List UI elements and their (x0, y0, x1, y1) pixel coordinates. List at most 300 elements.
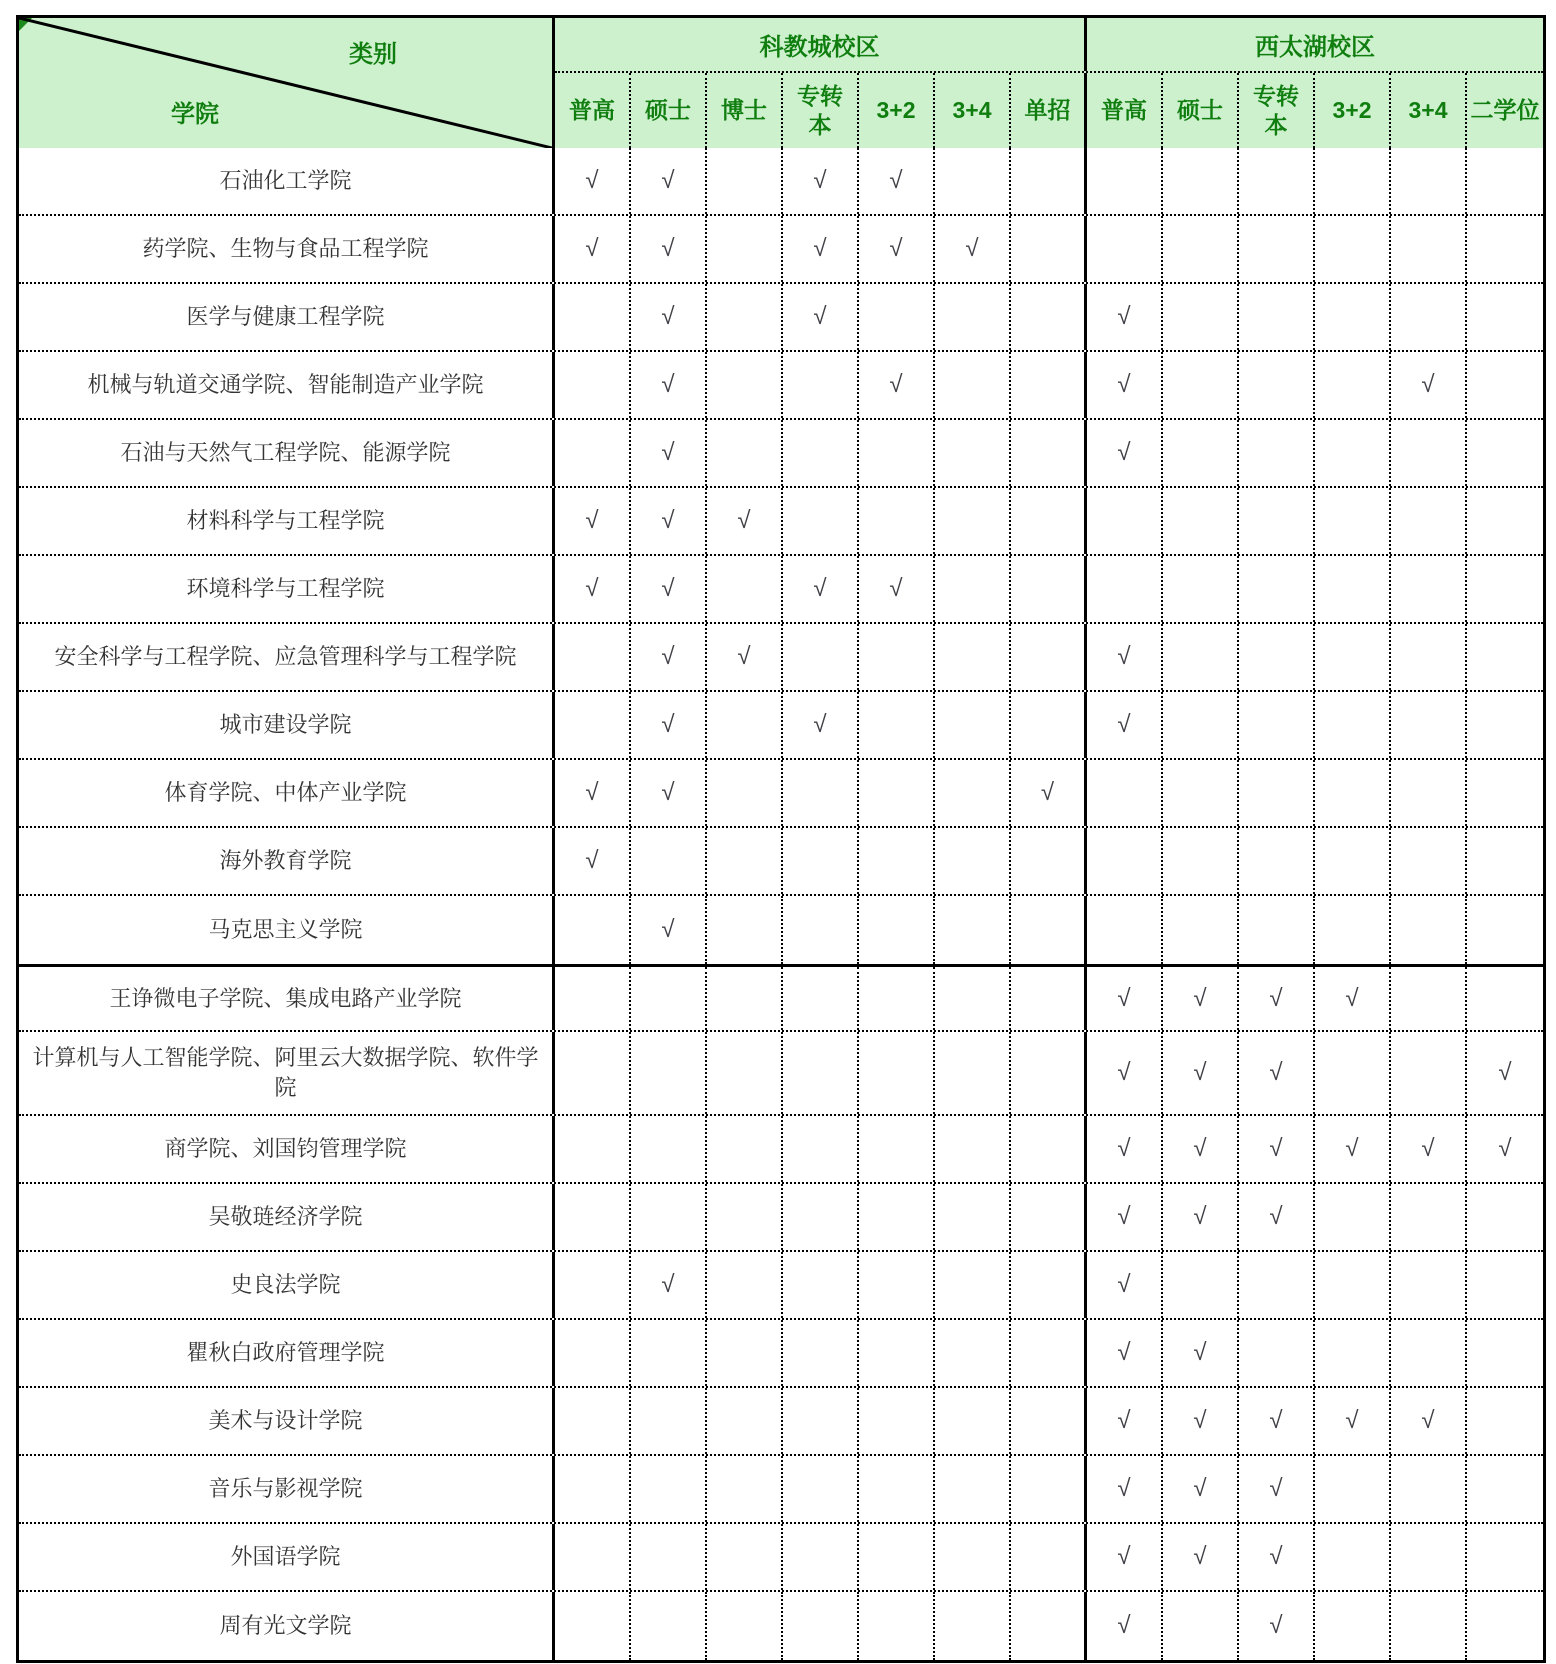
check-cell (1011, 967, 1087, 1030)
check-cell (707, 216, 783, 282)
check-cell (1391, 1592, 1467, 1660)
check-cell (1239, 284, 1315, 350)
college-name-cell: 王诤微电子学院、集成电路产业学院 (19, 967, 555, 1030)
check-cell: √ (783, 284, 859, 350)
check-cell (1391, 1184, 1467, 1250)
check-cell (1163, 1252, 1239, 1318)
check-cell (1087, 216, 1163, 282)
check-cell (631, 1456, 707, 1522)
check-cell (1391, 1252, 1467, 1318)
check-cell (1467, 556, 1543, 622)
check-cell (555, 1032, 631, 1114)
check-cell: √ (631, 488, 707, 554)
column-header: 普高 (555, 73, 631, 148)
check-cell (1467, 1456, 1543, 1522)
check-cell (1315, 1032, 1391, 1114)
check-cell (1391, 216, 1467, 282)
check-cell (859, 420, 935, 486)
subcolumn-header-row (555, 73, 1543, 148)
check-cell (1011, 1320, 1087, 1386)
check-cell: √ (631, 760, 707, 826)
campus2-title: 西太湖校区 (1255, 34, 1375, 61)
check-cell (1467, 967, 1543, 1030)
college-name-cell: 计算机与人工智能学院、阿里云大数据学院、软件学院 (19, 1032, 555, 1114)
check-cell (1467, 1320, 1543, 1386)
check-cell (1239, 896, 1315, 964)
check-cell (859, 1184, 935, 1250)
check-cell (783, 624, 859, 690)
college-name-cell: 体育学院、中体产业学院 (19, 760, 555, 826)
check-cell: √ (1087, 284, 1163, 350)
check-cell (1467, 692, 1543, 758)
college-name-cell: 海外教育学院 (19, 828, 555, 894)
check-cell (1391, 967, 1467, 1030)
check-cell (935, 967, 1011, 1030)
check-cell: √ (1239, 1592, 1315, 1660)
check-cell (783, 488, 859, 554)
check-cell (1011, 1032, 1087, 1114)
check-cell (707, 556, 783, 622)
table-row (19, 148, 1543, 216)
check-cell (555, 1320, 631, 1386)
check-cell (1011, 1184, 1087, 1250)
check-cell (555, 420, 631, 486)
campus1-title: 科教城校区 (555, 18, 1087, 71)
check-cell (859, 967, 935, 1030)
table-body (19, 148, 1543, 1660)
check-cell (1011, 1388, 1087, 1454)
check-cell: √ (1087, 624, 1163, 690)
college-name-cell: 音乐与影视学院 (19, 1456, 555, 1522)
college-name-cell: 环境科学与工程学院 (19, 556, 555, 622)
check-cell (1239, 624, 1315, 690)
check-cell (631, 967, 707, 1030)
check-cell (707, 1184, 783, 1250)
check-cell: √ (707, 624, 783, 690)
check-cell (1239, 692, 1315, 758)
check-cell (935, 420, 1011, 486)
check-cell: √ (1163, 1320, 1239, 1386)
admissions-table (16, 15, 1546, 1663)
table-row (19, 556, 1543, 624)
check-cell (783, 352, 859, 418)
check-cell (1467, 488, 1543, 554)
check-cell (1315, 1456, 1391, 1522)
check-cell (1467, 1184, 1543, 1250)
check-cell: √ (555, 760, 631, 826)
check-cell (555, 352, 631, 418)
check-cell: √ (1239, 1116, 1315, 1182)
check-cell (1239, 1252, 1315, 1318)
column-header: 3+2 (1315, 73, 1391, 148)
check-cell (1467, 760, 1543, 826)
column-header: 二学位 (1470, 97, 1540, 124)
check-cell (935, 692, 1011, 758)
check-cell (935, 1524, 1011, 1590)
corner-header-cell (19, 18, 555, 148)
check-cell: √ (1498, 1135, 1512, 1162)
check-cell: √ (1239, 1032, 1315, 1114)
check-cell (935, 1456, 1011, 1522)
check-cell (1315, 148, 1391, 214)
check-cell: √ (555, 148, 631, 214)
table-row (19, 488, 1543, 556)
college-name-cell: 机械与轨道交通学院、智能制造产业学院 (19, 352, 555, 418)
check-cell: √ (1087, 1388, 1163, 1454)
check-cell (707, 967, 783, 1030)
check-cell (631, 828, 707, 894)
check-cell (555, 1252, 631, 1318)
check-cell (1087, 896, 1163, 964)
check-cell (859, 1388, 935, 1454)
table-row (19, 284, 1543, 352)
check-cell (1239, 828, 1315, 894)
check-cell (555, 284, 631, 350)
check-cell: √ (783, 216, 859, 282)
check-cell (935, 1184, 1011, 1250)
column-header: 单招 (1011, 73, 1087, 148)
check-cell (555, 1456, 631, 1522)
check-cell (1467, 896, 1543, 964)
check-cell (935, 1252, 1011, 1318)
check-cell (935, 1592, 1011, 1660)
table-row (19, 624, 1543, 692)
check-cell (1163, 692, 1239, 758)
check-cell (1011, 488, 1087, 554)
check-cell: √ (1239, 1524, 1315, 1590)
check-cell (1467, 1592, 1543, 1660)
check-cell (707, 828, 783, 894)
table-row (19, 1388, 1543, 1456)
check-cell: √ (631, 1252, 707, 1318)
check-cell (1315, 556, 1391, 622)
check-cell: √ (631, 148, 707, 214)
check-cell: √ (1087, 1116, 1163, 1182)
check-cell (1163, 420, 1239, 486)
college-name-cell: 材料科学与工程学院 (19, 488, 555, 554)
check-cell (555, 1592, 631, 1660)
check-cell (1239, 148, 1315, 214)
check-cell (1391, 624, 1467, 690)
check-cell (631, 1032, 707, 1114)
check-cell (783, 1252, 859, 1318)
check-cell (935, 1032, 1011, 1114)
column-header: 3+4 (935, 73, 1011, 148)
check-cell (1315, 1592, 1391, 1660)
check-cell (1467, 1524, 1543, 1590)
college-name-cell: 医学与健康工程学院 (19, 284, 555, 350)
table-row (19, 1116, 1543, 1184)
check-cell: √ (631, 692, 707, 758)
check-cell (1315, 1184, 1391, 1250)
college-name-cell: 城市建设学院 (19, 692, 555, 758)
check-cell (935, 148, 1011, 214)
check-cell (631, 1524, 707, 1590)
check-cell (555, 1116, 631, 1182)
check-cell (1391, 284, 1467, 350)
check-cell (1239, 420, 1315, 486)
check-cell (1315, 760, 1391, 826)
check-cell (1315, 624, 1391, 690)
check-cell (1467, 1388, 1543, 1454)
check-cell: √ (555, 216, 631, 282)
table-row (19, 1320, 1543, 1388)
check-cell (707, 692, 783, 758)
check-cell (1011, 1524, 1087, 1590)
check-cell: √ (1087, 1252, 1163, 1318)
college-name-cell: 石油与天然气工程学院、能源学院 (19, 420, 555, 486)
table-row (19, 760, 1543, 828)
check-cell (631, 1320, 707, 1386)
check-cell: √ (1391, 1116, 1467, 1182)
check-cell (631, 1116, 707, 1182)
check-cell (1315, 1320, 1391, 1386)
check-cell (1087, 148, 1163, 214)
check-cell (1011, 896, 1087, 964)
check-cell (783, 896, 859, 964)
check-cell (1163, 1592, 1239, 1660)
check-cell: √ (1163, 967, 1239, 1030)
check-cell (859, 828, 935, 894)
check-cell: √ (1087, 1184, 1163, 1250)
check-cell (1163, 284, 1239, 350)
check-cell (783, 1592, 859, 1660)
check-cell (1011, 216, 1087, 282)
college-name-cell: 药学院、生物与食品工程学院 (19, 216, 555, 282)
check-cell (1011, 148, 1087, 214)
check-cell (707, 1388, 783, 1454)
check-cell (1467, 352, 1543, 418)
check-cell (1239, 1320, 1315, 1386)
check-cell (1391, 1320, 1467, 1386)
check-cell (783, 1524, 859, 1590)
check-cell (1011, 352, 1087, 418)
check-cell: √ (1087, 1320, 1163, 1386)
check-cell: √ (859, 216, 935, 282)
check-cell: √ (1087, 352, 1163, 418)
check-cell (555, 967, 631, 1030)
college-name-cell: 史良法学院 (19, 1252, 555, 1318)
check-cell (1011, 1592, 1087, 1660)
column-header: 博士 (707, 73, 783, 148)
check-cell (707, 1032, 783, 1114)
check-cell (555, 624, 631, 690)
check-cell (1087, 556, 1163, 622)
check-cell (935, 284, 1011, 350)
table-header (19, 18, 1543, 148)
check-cell (1391, 420, 1467, 486)
check-cell: √ (631, 216, 707, 282)
check-cell: √ (631, 624, 707, 690)
check-cell (859, 488, 935, 554)
check-cell (707, 1116, 783, 1182)
college-name-cell: 周有光文学院 (19, 1592, 555, 1660)
check-cell (783, 420, 859, 486)
table-row (19, 1252, 1543, 1320)
check-cell: √ (1163, 1184, 1239, 1250)
check-cell (707, 352, 783, 418)
check-cell: √ (783, 692, 859, 758)
table-row (19, 828, 1543, 896)
check-cell (555, 692, 631, 758)
column-header: 专转本 (1239, 73, 1315, 148)
column-header: 专转本 (783, 73, 859, 148)
check-cell: √ (1163, 1032, 1239, 1114)
table-row (19, 216, 1543, 284)
table-row (19, 964, 1543, 1032)
check-cell (783, 1032, 859, 1114)
check-cell (707, 148, 783, 214)
check-cell: √ (1315, 1388, 1391, 1454)
check-cell (1163, 556, 1239, 622)
check-cell (707, 420, 783, 486)
check-cell: √ (1087, 1032, 1163, 1114)
check-cell (783, 1456, 859, 1522)
check-cell (707, 896, 783, 964)
check-cell (1163, 216, 1239, 282)
check-cell: √ (783, 556, 859, 622)
college-name-cell: 商学院、刘国钧管理学院 (19, 1116, 555, 1182)
check-cell (1239, 760, 1315, 826)
check-cell (859, 1524, 935, 1590)
check-cell (783, 828, 859, 894)
check-cell (1391, 896, 1467, 964)
check-cell: √ (1239, 1184, 1315, 1250)
column-header: 3+4 (1391, 73, 1467, 148)
check-cell (1467, 284, 1543, 350)
check-cell (859, 896, 935, 964)
check-cell (935, 624, 1011, 690)
table-row (19, 692, 1543, 760)
check-cell (1315, 1252, 1391, 1318)
check-cell: √ (555, 556, 631, 622)
check-cell (1087, 828, 1163, 894)
check-cell (1315, 420, 1391, 486)
check-cell (707, 1320, 783, 1386)
check-cell (1315, 828, 1391, 894)
check-cell (555, 896, 631, 964)
check-cell: √ (631, 352, 707, 418)
check-cell (1011, 1116, 1087, 1182)
check-cell (555, 1524, 631, 1590)
check-cell: √ (631, 556, 707, 622)
table-row (19, 896, 1543, 964)
table-row (19, 1456, 1543, 1524)
check-cell (859, 1116, 935, 1182)
check-cell (1391, 488, 1467, 554)
check-cell (1239, 488, 1315, 554)
check-cell: √ (783, 148, 859, 214)
check-cell (1163, 896, 1239, 964)
check-cell (1391, 760, 1467, 826)
college-name-cell: 美术与设计学院 (19, 1388, 555, 1454)
check-cell: √ (1163, 1116, 1239, 1182)
check-cell (935, 352, 1011, 418)
check-cell (1391, 1524, 1467, 1590)
college-name-cell: 石油化工学院 (19, 148, 555, 214)
check-cell (935, 1388, 1011, 1454)
check-cell (1391, 1456, 1467, 1522)
check-cell (859, 1032, 935, 1114)
check-cell (1467, 828, 1543, 894)
table-row (19, 352, 1543, 420)
check-cell (1239, 352, 1315, 418)
check-cell (783, 1116, 859, 1182)
check-cell (1391, 148, 1467, 214)
check-cell (859, 284, 935, 350)
check-cell: √ (631, 420, 707, 486)
check-cell (707, 760, 783, 826)
check-cell: √ (1391, 1388, 1467, 1454)
check-cell (1011, 828, 1087, 894)
check-cell (859, 1592, 935, 1660)
check-cell (1391, 556, 1467, 622)
check-cell (859, 1252, 935, 1318)
check-cell (1315, 692, 1391, 758)
campus-title-row (555, 18, 1543, 73)
check-cell (859, 760, 935, 826)
check-cell (707, 1252, 783, 1318)
check-cell (935, 1320, 1011, 1386)
check-cell: √ (707, 488, 783, 554)
check-cell (859, 624, 935, 690)
check-cell (935, 760, 1011, 826)
check-cell (935, 1116, 1011, 1182)
check-cell: √ (1315, 967, 1391, 1030)
check-cell (783, 967, 859, 1030)
table-row (19, 420, 1543, 488)
check-cell: √ (631, 284, 707, 350)
table-row (19, 1524, 1543, 1592)
check-cell (1467, 420, 1543, 486)
college-name-cell: 安全科学与工程学院、应急管理科学与工程学院 (19, 624, 555, 690)
check-cell: √ (1087, 1524, 1163, 1590)
check-cell (631, 1388, 707, 1454)
check-cell: √ (1163, 1524, 1239, 1590)
check-cell (1467, 216, 1543, 282)
check-cell (1163, 624, 1239, 690)
check-cell (1391, 692, 1467, 758)
column-header: 普高 (1087, 73, 1163, 148)
diagonal-line-icon (19, 18, 552, 148)
check-cell: √ (859, 556, 935, 622)
check-cell (707, 1524, 783, 1590)
check-cell: √ (1239, 967, 1315, 1030)
header-right (555, 18, 1543, 148)
check-cell (1163, 828, 1239, 894)
check-cell (1239, 216, 1315, 282)
check-cell (555, 1184, 631, 1250)
check-cell (707, 1592, 783, 1660)
check-cell: √ (859, 352, 935, 418)
check-cell: √ (1087, 692, 1163, 758)
check-cell: √ (1498, 1059, 1512, 1086)
check-cell: √ (1391, 352, 1467, 418)
check-cell (1011, 420, 1087, 486)
check-cell (1087, 488, 1163, 554)
check-cell (631, 1184, 707, 1250)
check-cell: √ (555, 488, 631, 554)
check-cell (1239, 556, 1315, 622)
check-cell (1391, 1032, 1467, 1114)
check-cell (1011, 284, 1087, 350)
college-name-cell: 瞿秋白政府管理学院 (19, 1320, 555, 1386)
check-cell (783, 1184, 859, 1250)
college-name-cell: 吴敬琏经济学院 (19, 1184, 555, 1250)
column-header: 硕士 (1163, 73, 1239, 148)
check-cell: √ (1087, 1592, 1163, 1660)
check-cell (1163, 488, 1239, 554)
